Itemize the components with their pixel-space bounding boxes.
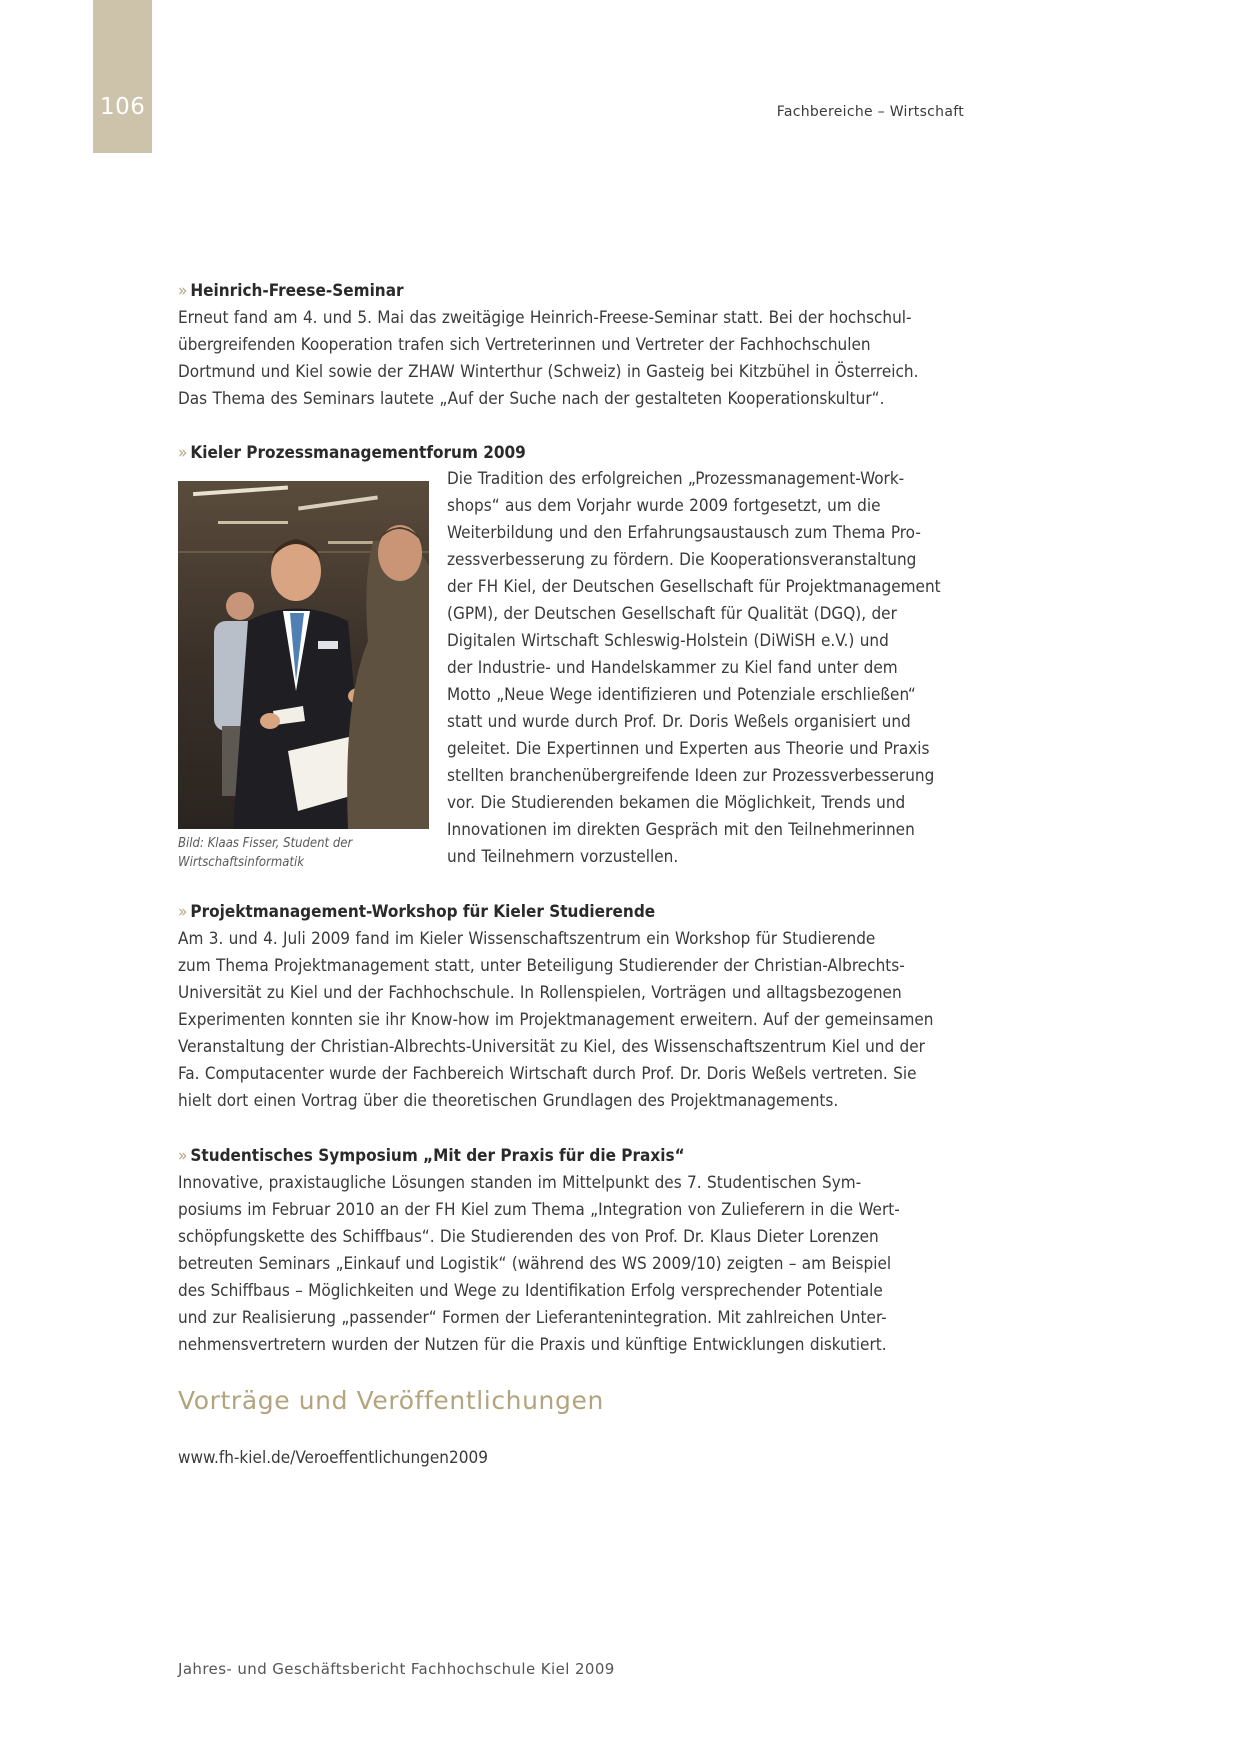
text-line: und Teilnehmern vorzustellen. [447,847,679,867]
raquo-marker: » [178,902,188,922]
section-heading-text: Projektmanagement-Workshop für Kieler Studierende [190,902,656,922]
section-body-prozessmanagementforum [447,466,941,871]
raquo-marker: » [178,1146,188,1166]
page-number: 106 [100,94,146,120]
text-line: Am 3. und 4. Juli 2009 fand im Kieler Wissenschaftszentrum ein Workshop für Studierende [178,929,876,949]
text-line: posiums im Februar 2010 an der FH Kiel zum Thema „Integration von Zulieferern in die Wert- [178,1200,900,1220]
event-photo [178,481,429,829]
text-line: zum Thema Projektmanagement statt, unter Beteiligung Studierender der Christian-Albrechts- [178,956,905,976]
text-line: der FH Kiel, der Deutschen Gesellschaft für Projektmanagement [447,577,941,597]
raquo-marker: » [178,281,188,301]
text-line: vor. Die Studierenden bekamen die Möglichkeit, Trends und [447,793,906,813]
section-heading-text: Heinrich-Freese-Seminar [190,281,404,301]
text-line: geleitet. Die Expertinnen und Experten aus Theorie und Praxis [447,739,930,759]
text-line: Motto „Neue Wege identifizieren und Potenziale erschließen“ [447,685,916,705]
publications-title: Vorträge und Veröffentlichungen [178,1386,604,1415]
text-line: hielt dort einen Vortrag über die theoretischen Grundlagen des Projektmanagements. [178,1091,839,1111]
text-line: Dortmund und Kiel sowie der ZHAW Winterthur (Schweiz) in Gasteig bei Kitzbühel in Österreich. [178,362,919,382]
section-heading-prozessmanagementforum [178,440,526,467]
text-line: zessverbesserung zu fördern. Die Kooperationsveranstaltung [447,550,917,570]
text-line: (GPM), der Deutschen Gesellschaft für Qualität (DGQ), der [447,604,897,624]
text-line: Digitalen Wirtschaft Schleswig-Holstein (DiWiSH e.V.) und [447,631,889,651]
text-line: Die Tradition des erfolgreichen „Prozessmanagement-Work- [447,469,905,489]
text-line: Experimenten konnten sie ihr Know-how im Projektmanagement erweitern. Auf der gemeinsamen [178,1010,934,1030]
caption-line: Bild: Klaas Fisser, Student der [178,836,353,851]
raquo-marker: » [178,443,188,463]
text-line: übergreifenden Kooperation trafen sich Vertreterinnen und Vertreter der Fachhochschulen [178,335,871,355]
publications-link[interactable]: www.fh-kiel.de/Veroeffentlichungen2009 [178,1448,488,1468]
section-heading-text: Kieler Prozessmanagementforum 2009 [190,443,526,463]
section-heading-studentisches-symposium [178,1143,685,1170]
text-line: der Industrie- und Handelskammer zu Kiel fand unter dem [447,658,898,678]
caption-line: Wirtschaftsinformatik [178,855,305,870]
text-line: Innovationen im direkten Gespräch mit den Teilnehmerinnen [447,820,915,840]
text-line: Veranstaltung der Christian-Albrechts-Universität zu Kiel, des Wissenschaftszentrum Kiel und der [178,1037,925,1057]
text-line: Innovative, praxistaugliche Lösungen standen im Mittelpunkt des 7. Studentischen Sym- [178,1173,862,1193]
text-line: betreuten Seminars „Einkauf und Logistik“ (während des WS 2009/10) zeigten – am Beispiel [178,1254,892,1274]
text-line: nehmensvertretern wurden der Nutzen für die Praxis und künftige Entwicklungen diskutiert. [178,1335,887,1355]
text-line: Fa. Computacenter wurde der Fachbereich Wirtschaft durch Prof. Dr. Doris Weßels vertreten. Sie [178,1064,917,1084]
text-line: stellten branchenübergreifende Ideen zur Prozessverbesserung [447,766,935,786]
text-line: Das Thema des Seminars lautete „Auf der Suche nach der gestalteten Kooperationskultur“. [178,389,885,409]
section-body-projektmanagement-workshop [178,926,933,1115]
section-body-heinrich-freese [178,305,918,413]
text-line: Weiterbildung und den Erfahrungsaustausch zum Thema Pro- [447,523,921,543]
text-line: und zur Realisierung „passender“ Formen der Lieferantenintegration. Mit zahlreichen Unter- [178,1308,887,1328]
section-heading-projektmanagement-workshop [178,899,655,926]
section-body-studentisches-symposium [178,1170,900,1359]
photo-caption [178,834,352,872]
section-heading-text: Studentisches Symposium „Mit der Praxis für die Praxis“ [190,1146,685,1166]
text-line: shops“ aus dem Vorjahr wurde 2009 fortgesetzt, um die [447,496,881,516]
page-number-tab [93,0,152,153]
text-line: Erneut fand am 4. und 5. Mai das zweitägige Heinrich-Freese-Seminar statt. Bei der hochschul- [178,308,912,328]
text-line: schöpfungskette des Schiffbaus“. Die Studierenden des von Prof. Dr. Klaus Dieter Lorenzen [178,1227,879,1247]
section-heading-heinrich-freese [178,278,404,305]
text-line: statt und wurde durch Prof. Dr. Doris Weßels organisiert und [447,712,911,732]
page-footer: Jahres- und Geschäftsbericht Fachhochschule Kiel 2009 [178,1660,615,1678]
text-line: des Schiffbaus – Möglichkeiten und Wege zu Identifikation Erfolg versprechender Potentiale [178,1281,883,1301]
running-head: Fachbereiche – Wirtschaft [776,104,964,120]
text-line: Universität zu Kiel und der Fachhochschule. In Rollenspielen, Vorträgen und alltagsbezogenen [178,983,902,1003]
